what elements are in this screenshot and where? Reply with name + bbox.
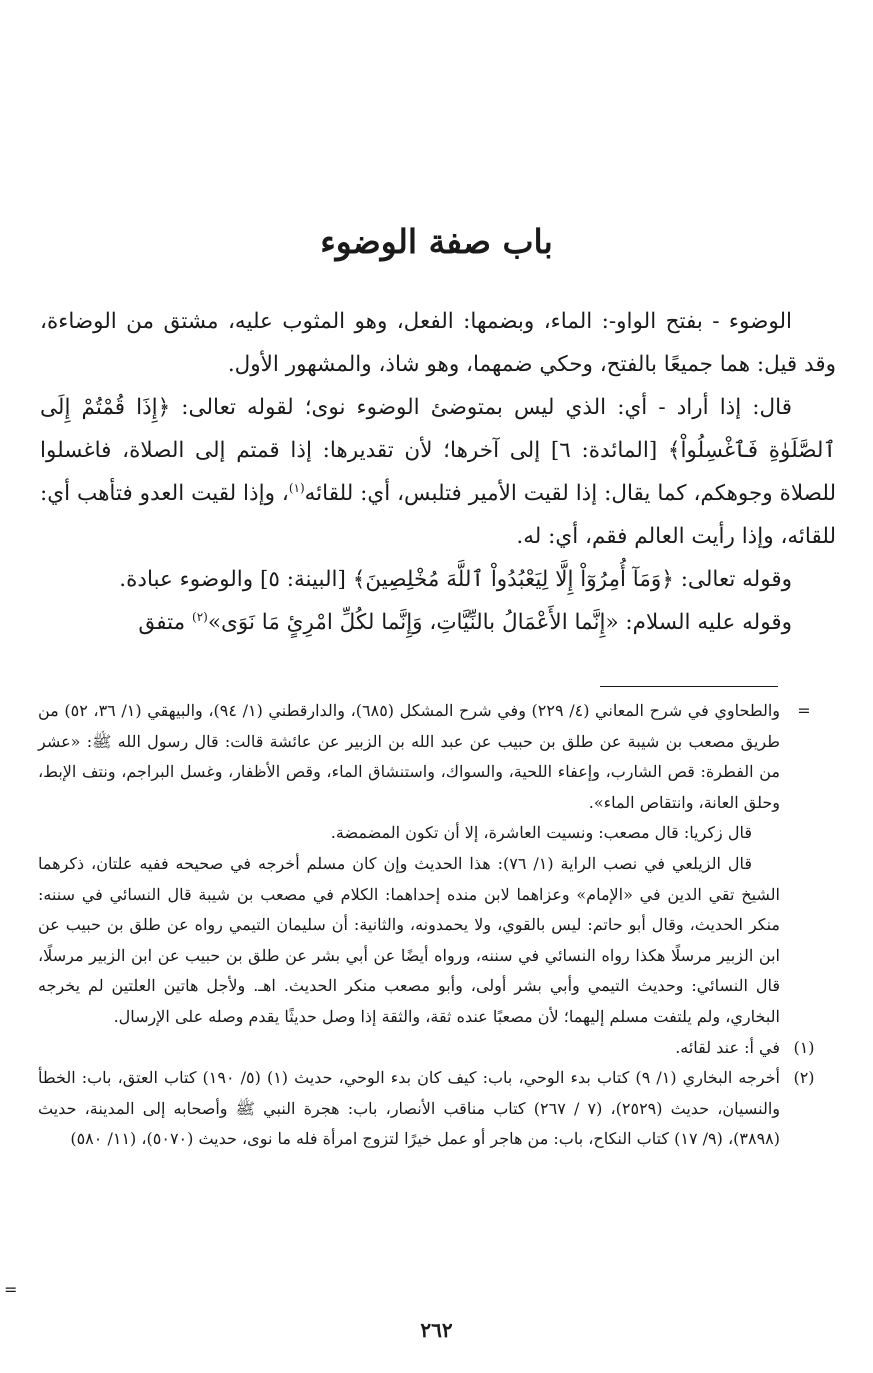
main-paragraph-4-text: وقوله عليه السلام: «إِنَّما الأَعْمَالُ بالنِّيَّاتِ، وَإِنَّما لكُلِّ امْرِئٍ مَا نَوَى» (207, 610, 792, 635)
footnote-continued-paragraph-3: قال الزيلعي في نصب الراية (١/ ٧٦): هذا الحديث وإن كان مسلم أخرجه في صحيحه ففيه علتان، ذكرهما الشيخ تقي الدين في «الإمام» وعزاهما لابن منده إحداهما: الكلام في مصعب بن شيبة قال النسائي في سننه: منكر الحديث، وقال أبو حاتم: ليس بالقوي، ولا يحمدونه، والثانية: أن سليمان التيمي رواه عن طلق بن حبيب عن ابن الزبير مرسلًا هكذا رواه النسائي في سننه، ورواه أيضًا عن أبي بشر عن طلق بن حبيب عن ابن الزبير مرسلًا، قال النسائي: وحديث التيمي وأبي بشر أولى، وأبو مصعب منكر الحديث. اهـ. ولأجل هاتين العلتين لم يخرجه البخاري، ولم يلتفت مسلم إليهما؛ لأن مصعبًا عنده ثقة، والثقة إذا وصل حديثًا يقدم وصله على الإرسال. (38, 853, 781, 1026)
footnote-continued (38, 696, 811, 818)
main-paragraph-3: وقوله تعالى: ﴿وَمَآ أُمِرُوٓاْ إِلَّا لِيَعْبُدُواْ ٱللَّهَ مُخْلِصِينَ﴾ [البينة: ٥] والوضوء عبادة. (119, 567, 792, 592)
footnote-reference-1[interactable]: (١) (288, 480, 305, 495)
footnotes-section (38, 696, 815, 1155)
main-paragraph-1: الوضوء - بفتح الواو-: الماء، وبضمها: الفعل، وهو المثوب عليه، مشتق من الوضاءة، وقد قيل: هما جميعًا بالفتح، وحكي ضمهما، وهو شاذ، والمشهور الأول. (40, 309, 836, 377)
footnote-2-marker: (٢) (793, 1068, 815, 1088)
footnote-continuation-marker: = (797, 701, 811, 720)
main-text (40, 300, 836, 644)
footnote-continued-paragraph-1: والطحاوي في شرح المعاني (٤/ ٢٢٩) وفي شرح المشكل (٦٨٥)، والدارقطني (١/ ٩٤)، والبيهقي (١/ ٣٦، ٥٢) من طريق مصعب بن شيبة عن طلق بن حبيب عن عبد الله بن الزبير عن عائشة قالت: قال رسول الله ﷺ: «عشر من الفطرة: قص الشارب، وإعفاء اللحية، والسواك، واستنشاق الماء، وقص الأظفار، وغسل البراجم، ونتف الإبط، وحلق العانة، وانتقاص الماء». (38, 701, 781, 812)
footnote-continued-paragraph-2: قال زكريا: قال مصعب: ونسيت العاشرة، إلا أن تكون المضمضة. (330, 823, 752, 843)
footnote-continues-marker: = (4, 1280, 18, 1299)
footnote-1 (38, 1033, 815, 1064)
main-paragraph-4-tail: متفق (138, 610, 193, 635)
footnote-reference-2[interactable]: (٢) (192, 609, 208, 624)
footnote-2 (38, 1063, 815, 1155)
main-paragraph-2-text: قال: إذا أراد - أي: الذي ليس بمتوضئ الوضوء نوى؛ لقوله تعالى: ﴿إِذَا قُمْتُمْ إِلَى ٱلصَّلَوٰةِ فَٱغْسِلُواْ﴾ [المائدة: ٦] إلى آخرها؛ لأن تقديرها: إذا قمتم إلى الصلاة، فاغسلوا للصلاة وجوهكم، كما يقال: إذا لقيت الأمير فتلبس، أي: للقائه (40, 395, 836, 506)
chapter-title: باب صفة الوضوء (320, 222, 553, 261)
main-paragraph-2-tail: ، وإذا لقيت العدو فتأهب أي: للقائه، وإذا رأيت العالم فقم، أي: له. (40, 481, 836, 549)
footnote-1-marker: (١) (793, 1037, 815, 1057)
footnote-separator (600, 686, 778, 687)
main-paragraph-2 (40, 386, 836, 558)
footnote-1-text: في أ: عند لقائه. (675, 1037, 780, 1057)
page-number: ٢٦٢ (420, 1318, 453, 1342)
main-paragraph-4 (40, 601, 836, 644)
footnote-2-text: أخرجه البخاري (١/ ٩) كتاب بدء الوحي، باب: كيف كان بدء الوحي، حديث (١) (٥/ ١٩٠) كتاب العتق، باب: الخطأ والنسيان، حديث (٢٥٢٩)، (٧ / ٢٦٧) كتاب مناقب الأنصار، باب: هجرة النبي ﷺ وأصحابه إلى المدينة، حديث (٣٨٩٨)، (٩/ ١٧) كتاب النكاح، باب: من هاجر أو عمل خيرًا لتزوج امرأة فله ما نوى، حديث (٥٠٧٠)، (١١/ ٥٨٠) (38, 1068, 781, 1149)
